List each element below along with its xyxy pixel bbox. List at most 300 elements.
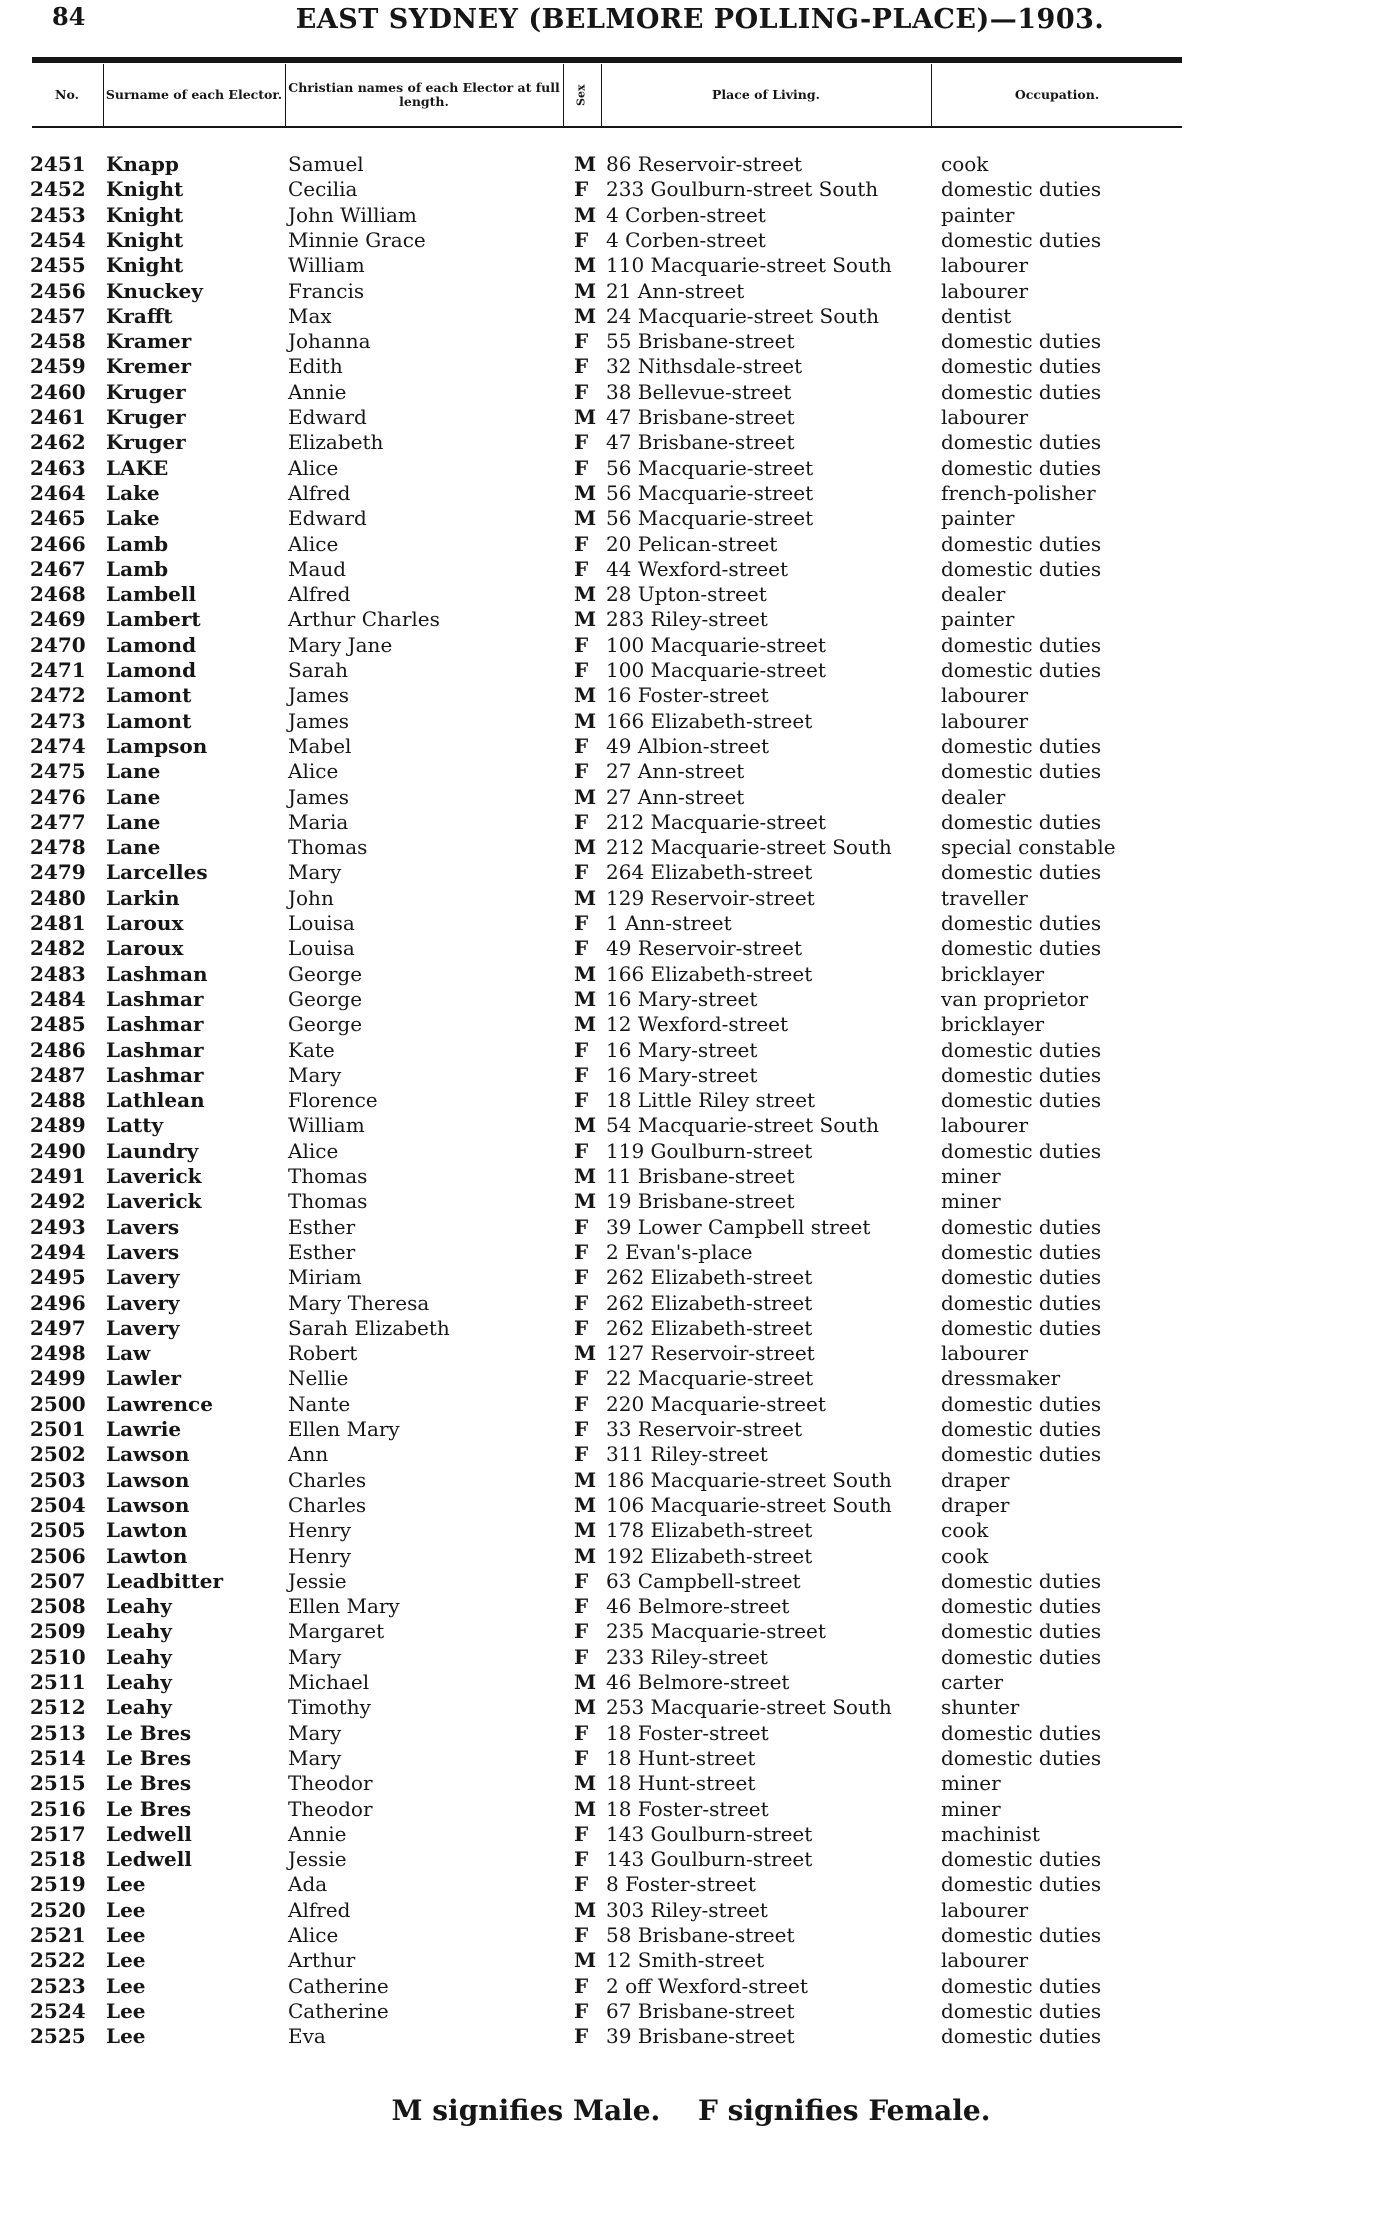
elector-place-of-living: 262 Elizabeth-street: [606, 1265, 813, 1290]
elector-occupation: domestic duties: [941, 1594, 1102, 1619]
table-row: [0, 1341, 1382, 1366]
elector-christian-names: Margaret: [288, 1619, 385, 1644]
elector-surname: Lamb: [106, 531, 169, 556]
elector-surname: Lee: [106, 2024, 146, 2049]
elector-surname: Ledwell: [106, 1821, 192, 1846]
elector-occupation: domestic duties: [941, 2024, 1102, 2049]
elector-surname: Lampson: [106, 733, 208, 758]
elector-number: 2467: [30, 556, 86, 581]
elector-place-of-living: 264 Elizabeth-street: [606, 860, 813, 885]
elector-christian-names: Francis: [288, 278, 365, 303]
page-number: 84: [52, 2, 86, 31]
elector-surname: Lamb: [106, 556, 169, 581]
elector-place-of-living: 22 Macquarie-street: [606, 1366, 814, 1391]
elector-number: 2460: [30, 379, 86, 404]
table-row: [0, 1670, 1382, 1695]
table-row: [0, 1771, 1382, 1796]
table-row: [0, 228, 1382, 253]
elector-christian-names: Mary Theresa: [288, 1290, 430, 1315]
elector-christian-names: Mary Jane: [288, 632, 393, 657]
elector-surname: Laverick: [106, 1164, 202, 1188]
elector-number: 2494: [30, 1239, 86, 1264]
elector-place-of-living: 235 Macquarie-street: [606, 1619, 826, 1644]
elector-number: 2457: [30, 303, 86, 328]
elector-surname: Lawton: [106, 1518, 188, 1543]
elector-place-of-living: 19 Brisbane-street: [606, 1189, 795, 1214]
elector-occupation: domestic duties: [941, 1720, 1102, 1745]
elector-surname: Leahy: [106, 1670, 172, 1694]
elector-number: 2507: [30, 1568, 86, 1593]
elector-sex: F: [574, 1442, 589, 1467]
table-row: [0, 1797, 1382, 1822]
elector-surname: Lashman: [106, 961, 208, 986]
table-row: [0, 936, 1382, 961]
elector-occupation: labourer: [941, 253, 1029, 278]
elector-surname: Le Bres: [106, 1771, 192, 1796]
table-row: [0, 1392, 1382, 1417]
elector-surname: Le Bres: [106, 1796, 192, 1821]
elector-surname: Lawton: [106, 1543, 188, 1568]
table-row: [0, 152, 1382, 177]
elector-surname: Laroux: [106, 936, 184, 961]
elector-place-of-living: 127 Reservoir-street: [606, 1341, 815, 1366]
elector-christian-names: Mary: [288, 1644, 342, 1669]
col-header-surname: Surname of each Elector.: [105, 86, 283, 102]
table-row: [0, 1063, 1382, 1088]
table-row: [0, 1442, 1382, 1467]
elector-place-of-living: 212 Macquarie-street: [606, 809, 826, 834]
elector-occupation: domestic duties: [941, 430, 1102, 455]
elector-occupation: painter: [941, 506, 1015, 531]
elector-sex: M: [574, 152, 597, 176]
table-row: [0, 1948, 1382, 1973]
top-rule: [32, 57, 1182, 63]
elector-place-of-living: 12 Smith-street: [606, 1948, 765, 1973]
col-header-christian: Christian names of each Elector at full length.: [288, 79, 560, 109]
elector-surname: Kruger: [106, 430, 186, 455]
elector-sex: M: [574, 278, 597, 303]
table-row: [0, 1113, 1382, 1138]
table-row: [0, 279, 1382, 304]
column-divider: [103, 64, 104, 126]
elector-surname: Lamond: [106, 658, 197, 682]
elector-number: 2475: [30, 759, 86, 784]
elector-christian-names: Max: [288, 303, 332, 328]
col-header-place: Place of Living.: [712, 86, 820, 102]
elector-occupation: van proprietor: [941, 986, 1089, 1011]
table-row: [0, 203, 1382, 228]
table-row: [0, 1518, 1382, 1543]
elector-christian-names: Alfred: [288, 1897, 351, 1922]
elector-place-of-living: 4 Corben-street: [606, 227, 766, 252]
elector-surname: Lane: [106, 784, 161, 809]
elector-surname: Latty: [106, 1113, 164, 1138]
elector-sex: M: [574, 1012, 597, 1037]
elector-number: 2470: [30, 632, 86, 657]
elector-occupation: domestic duties: [941, 1037, 1102, 1062]
elector-place-of-living: 18 Little Riley street: [606, 1088, 816, 1113]
elector-sex: F: [574, 455, 589, 480]
elector-christian-names: Alice: [288, 759, 339, 784]
sex-legend: [0, 2094, 1382, 2127]
elector-occupation: domestic duties: [941, 1391, 1102, 1416]
elector-christian-names: Minnie Grace: [288, 227, 426, 252]
elector-surname: Lee: [106, 1998, 146, 2023]
elector-place-of-living: 16 Mary-street: [606, 1037, 758, 1062]
elector-sex: M: [574, 1492, 597, 1517]
elector-surname: Lane: [106, 809, 161, 834]
elector-number: 2456: [30, 278, 86, 303]
elector-number: 2493: [30, 1214, 86, 1239]
elector-occupation: machinist: [941, 1821, 1040, 1846]
elector-place-of-living: 262 Elizabeth-street: [606, 1290, 813, 1315]
elector-christian-names: Mary: [288, 1720, 342, 1745]
elector-occupation: miner: [941, 1189, 1001, 1214]
elector-surname: Lamont: [106, 683, 192, 708]
elector-surname: Laundry: [106, 1138, 199, 1163]
elector-sex: F: [574, 1366, 589, 1391]
elector-number: 2491: [30, 1164, 86, 1188]
table-row: [0, 1746, 1382, 1771]
elector-place-of-living: 166 Elizabeth-street: [606, 708, 813, 733]
elector-number: 2516: [30, 1796, 86, 1821]
elector-surname: Lee: [106, 1897, 146, 1922]
elector-number: 2466: [30, 531, 86, 556]
elector-sex: F: [574, 1973, 589, 1998]
elector-number: 2472: [30, 683, 86, 708]
elector-place-of-living: 56 Macquarie-street: [606, 455, 814, 480]
table-row: [0, 557, 1382, 582]
elector-place-of-living: 100 Macquarie-street: [606, 632, 826, 657]
table-row: [0, 329, 1382, 354]
table-row: [0, 962, 1382, 987]
elector-surname: Lavers: [106, 1214, 180, 1239]
elector-sex: F: [574, 1998, 589, 2023]
elector-place-of-living: 233 Riley-street: [606, 1644, 768, 1669]
table-row: [0, 1417, 1382, 1442]
elector-number: 2505: [30, 1518, 86, 1543]
elector-christian-names: Edward: [288, 405, 367, 429]
elector-christian-names: Florence: [288, 1088, 378, 1113]
elector-place-of-living: 18 Hunt-street: [606, 1745, 756, 1770]
table-row: [0, 785, 1382, 810]
elector-number: 2510: [30, 1644, 86, 1669]
elector-number: 2513: [30, 1720, 86, 1745]
elector-surname: Lake: [106, 506, 160, 531]
elector-sex: M: [574, 1518, 597, 1543]
elector-number: 2520: [30, 1897, 86, 1922]
elector-number: 2522: [30, 1948, 86, 1973]
elector-occupation: domestic duties: [941, 1290, 1102, 1315]
elector-christian-names: Mabel: [288, 733, 352, 758]
elector-christian-names: Thomas: [288, 835, 368, 860]
elector-place-of-living: 11 Brisbane-street: [606, 1164, 795, 1188]
elector-number: 2519: [30, 1872, 86, 1897]
elector-sex: F: [574, 1037, 589, 1062]
elector-sex: M: [574, 1948, 597, 1973]
elector-sex: M: [574, 1670, 597, 1694]
elector-number: 2503: [30, 1467, 86, 1492]
elector-christian-names: Edith: [288, 354, 343, 379]
elector-surname: Lawson: [106, 1492, 190, 1517]
elector-christian-names: Cecilia: [288, 177, 358, 202]
elector-christian-names: Samuel: [288, 152, 364, 176]
elector-number: 2525: [30, 2024, 86, 2049]
elector-christian-names: Miriam: [288, 1265, 362, 1290]
elector-place-of-living: 212 Macquarie-street South: [606, 835, 892, 860]
col-header-sex: Sex: [574, 84, 588, 106]
elector-surname: Lamont: [106, 708, 192, 733]
elector-sex: F: [574, 759, 589, 784]
table-row: [0, 1215, 1382, 1240]
elector-surname: Knight: [106, 202, 184, 227]
elector-surname: Lambert: [106, 607, 201, 632]
table-row: [0, 683, 1382, 708]
elector-occupation: domestic duties: [941, 1973, 1102, 1998]
elector-occupation: dentist: [941, 303, 1012, 328]
table-row: [0, 709, 1382, 734]
elector-christian-names: Edward: [288, 506, 367, 531]
elector-christian-names: James: [288, 708, 350, 733]
elector-christian-names: James: [288, 683, 350, 708]
elector-place-of-living: 283 Riley-street: [606, 607, 768, 632]
elector-place-of-living: 27 Ann-street: [606, 759, 745, 784]
elector-place-of-living: 56 Macquarie-street: [606, 506, 814, 531]
elector-christian-names: Arthur Charles: [288, 607, 440, 632]
elector-occupation: domestic duties: [941, 936, 1102, 961]
elector-sex: M: [574, 683, 597, 708]
elector-occupation: labourer: [941, 683, 1029, 708]
elector-sex: M: [574, 885, 597, 910]
elector-number: 2490: [30, 1138, 86, 1163]
column-divider: [285, 64, 286, 126]
elector-christian-names: Annie: [288, 1821, 347, 1846]
elector-place-of-living: 39 Lower Campbell street: [606, 1214, 871, 1239]
elector-place-of-living: 18 Foster-street: [606, 1796, 769, 1821]
elector-christian-names: Alice: [288, 455, 339, 480]
elector-number: 2481: [30, 911, 86, 935]
table-row: [0, 1493, 1382, 1518]
elector-place-of-living: 46 Belmore-street: [606, 1670, 790, 1694]
elector-sex: F: [574, 1214, 589, 1239]
elector-occupation: labourer: [941, 1897, 1029, 1922]
elector-number: 2502: [30, 1442, 86, 1467]
elector-surname: Lashmar: [106, 1012, 204, 1037]
elector-occupation: domestic duties: [941, 1619, 1102, 1644]
elector-number: 2454: [30, 227, 86, 252]
elector-place-of-living: 166 Elizabeth-street: [606, 961, 813, 986]
elector-sex: F: [574, 658, 589, 682]
elector-number: 2501: [30, 1417, 86, 1441]
table-row: [0, 1544, 1382, 1569]
elector-number: 2452: [30, 177, 86, 202]
table-row: [0, 380, 1382, 405]
elector-surname: Leahy: [106, 1695, 172, 1720]
elector-occupation: domestic duties: [941, 177, 1102, 202]
elector-sex: M: [574, 607, 597, 632]
legend-male: M signifies Male.: [391, 2094, 661, 2127]
elector-place-of-living: 100 Macquarie-street: [606, 658, 826, 682]
elector-number: 2459: [30, 354, 86, 379]
elector-surname: Lee: [106, 1973, 146, 1998]
elector-occupation: domestic duties: [941, 1568, 1102, 1593]
elector-number: 2478: [30, 835, 86, 860]
elector-place-of-living: 58 Brisbane-street: [606, 1923, 795, 1947]
table-row: [0, 532, 1382, 557]
elector-occupation: labourer: [941, 1341, 1029, 1366]
elector-surname: Krafft: [106, 303, 173, 328]
elector-place-of-living: 2 Evan's-place: [606, 1239, 753, 1264]
table-row: [0, 987, 1382, 1012]
elector-sex: F: [574, 1138, 589, 1163]
elector-surname: Kruger: [106, 405, 186, 429]
elector-place-of-living: 4 Corben-street: [606, 202, 766, 227]
elector-christian-names: Jessie: [288, 1568, 347, 1593]
elector-number: 2461: [30, 405, 86, 429]
elector-christian-names: Mary: [288, 1062, 342, 1087]
table-row: [0, 1164, 1382, 1189]
elector-occupation: domestic duties: [941, 531, 1102, 556]
elector-number: 2476: [30, 784, 86, 809]
elector-sex: M: [574, 1771, 597, 1796]
elector-number: 2483: [30, 961, 86, 986]
elector-occupation: dressmaker: [941, 1366, 1061, 1391]
elector-sex: M: [574, 1796, 597, 1821]
elector-surname: Lee: [106, 1948, 146, 1973]
elector-occupation: domestic duties: [941, 1138, 1102, 1163]
elector-place-of-living: 27 Ann-street: [606, 784, 745, 809]
elector-christian-names: William: [288, 253, 365, 278]
elector-sex: M: [574, 708, 597, 733]
elector-sex: F: [574, 1391, 589, 1416]
elector-occupation: bricklayer: [941, 1012, 1045, 1037]
elector-occupation: labourer: [941, 278, 1029, 303]
elector-occupation: domestic duties: [941, 1745, 1102, 1770]
elector-number: 2468: [30, 582, 86, 607]
elector-place-of-living: 38 Bellevue-street: [606, 379, 792, 404]
table-row: [0, 1265, 1382, 1290]
elector-occupation: domestic duties: [941, 455, 1102, 480]
elector-sex: F: [574, 1568, 589, 1593]
elector-surname: Lamond: [106, 632, 197, 657]
elector-sex: M: [574, 1113, 597, 1138]
elector-number: 2492: [30, 1189, 86, 1214]
elector-surname: Knuckey: [106, 278, 203, 303]
elector-christian-names: Catherine: [288, 1973, 389, 1998]
elector-occupation: domestic duties: [941, 329, 1102, 354]
table-row: [0, 1999, 1382, 2024]
elector-number: 2486: [30, 1037, 86, 1062]
table-row: [0, 2024, 1382, 2049]
elector-occupation: painter: [941, 607, 1015, 632]
elector-occupation: miner: [941, 1164, 1001, 1188]
elector-place-of-living: 110 Macquarie-street South: [606, 253, 892, 278]
elector-christian-names: Ellen Mary: [288, 1417, 400, 1441]
elector-number: 2499: [30, 1366, 86, 1391]
elector-occupation: cook: [941, 152, 989, 176]
elector-place-of-living: 49 Albion-street: [606, 733, 770, 758]
table-row: [0, 1468, 1382, 1493]
elector-sex: M: [574, 582, 597, 607]
elector-place-of-living: 16 Mary-street: [606, 986, 758, 1011]
elector-surname: Lake: [106, 480, 160, 505]
elector-sex: F: [574, 733, 589, 758]
elector-place-of-living: 44 Wexford-street: [606, 556, 788, 581]
elector-surname: Knight: [106, 177, 184, 202]
elector-sex: M: [574, 1189, 597, 1214]
elector-christian-names: Thomas: [288, 1189, 368, 1214]
elector-number: 2469: [30, 607, 86, 632]
elector-christian-names: Sarah: [288, 658, 348, 682]
column-divider: [563, 64, 564, 126]
elector-surname: Lathlean: [106, 1088, 205, 1113]
elector-christian-names: Louisa: [288, 936, 355, 961]
elector-occupation: domestic duties: [941, 1644, 1102, 1669]
elector-occupation: domestic duties: [941, 1239, 1102, 1264]
elector-place-of-living: 63 Campbell-street: [606, 1568, 801, 1593]
elector-number: 2485: [30, 1012, 86, 1037]
col-header-no: No.: [55, 86, 79, 102]
elector-surname: Leahy: [106, 1594, 172, 1619]
elector-number: 2477: [30, 809, 86, 834]
table-row: [0, 1038, 1382, 1063]
elector-surname: Le Bres: [106, 1745, 192, 1770]
elector-place-of-living: 143 Goulburn-street: [606, 1821, 813, 1846]
table-row: [0, 1619, 1382, 1644]
header-rule: [32, 126, 1182, 128]
elector-number: 2473: [30, 708, 86, 733]
table-row: [0, 658, 1382, 683]
elector-sex: M: [574, 202, 597, 227]
elector-surname: Leahy: [106, 1619, 172, 1644]
table-row: [0, 304, 1382, 329]
elector-christian-names: Kate: [288, 1037, 335, 1062]
elector-christian-names: Maria: [288, 809, 349, 834]
elector-christian-names: Jessie: [288, 1847, 347, 1872]
elector-surname: Law: [106, 1341, 151, 1366]
elector-number: 2509: [30, 1619, 86, 1644]
elector-surname: Lane: [106, 835, 161, 860]
table-row: [0, 1721, 1382, 1746]
elector-sex: F: [574, 177, 589, 202]
elector-surname: Laroux: [106, 911, 184, 935]
elector-surname: Knapp: [106, 152, 179, 176]
elector-christian-names: Mary: [288, 860, 342, 885]
elector-occupation: domestic duties: [941, 809, 1102, 834]
elector-sex: F: [574, 354, 589, 379]
elector-place-of-living: 303 Riley-street: [606, 1897, 768, 1922]
elector-sex: F: [574, 860, 589, 885]
elector-sex: M: [574, 986, 597, 1011]
elector-sex: F: [574, 1417, 589, 1441]
table-row: [0, 810, 1382, 835]
elector-christian-names: Ann: [288, 1442, 329, 1467]
elector-surname: Lawler: [106, 1366, 182, 1391]
elector-sex: M: [574, 961, 597, 986]
elector-number: 2514: [30, 1745, 86, 1770]
elector-occupation: dealer: [941, 784, 1006, 809]
elector-sex: F: [574, 911, 589, 935]
elector-place-of-living: 16 Mary-street: [606, 1062, 758, 1087]
elector-number: 2471: [30, 658, 86, 682]
table-row: [0, 1872, 1382, 1897]
table-row: [0, 886, 1382, 911]
elector-place-of-living: 47 Brisbane-street: [606, 405, 795, 429]
elector-place-of-living: 311 Riley-street: [606, 1442, 768, 1467]
table-row: [0, 1695, 1382, 1720]
elector-surname: Lashmar: [106, 1037, 204, 1062]
elector-surname: Ledwell: [106, 1847, 192, 1872]
